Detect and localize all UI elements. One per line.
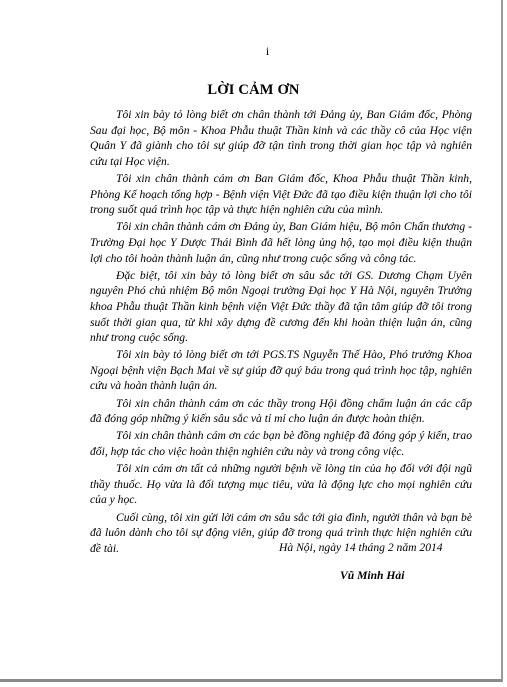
acknowledgement-body bbox=[90, 107, 472, 558]
page-number: i bbox=[265, 44, 270, 58]
paragraph-6: Tôi xin chân thành cám ơn các thầy trong Hội đồng chấm luận án các cấp đã đóng góp những ý kiến sâu sắc và tỉ mỉ cho luận án được hoàn thiện. bbox=[90, 396, 472, 426]
paragraph-8: Tôi xin cám ơn tất cả những người bệnh về lòng tin của họ đối với đội ngũ thầy thuốc. Họ vừa là đối tượng mục tiêu, vừa là động lực cho mọi nghiên cứu của y học. bbox=[90, 462, 472, 507]
page-title: LỜI CẢM ƠN bbox=[207, 82, 300, 98]
paragraph-5: Tôi xin bày tỏ lòng biết ơn tới PGS.TS Nguyễn Thế Hào, Phó trưởng Khoa Ngoại bệnh viện Bạch Mai về sự giúp đỡ quý báu trong quá trình học tập, nghiên cứu và hoàn thành luận án. bbox=[90, 348, 472, 393]
date-line: Hà Nội, ngày 14 tháng 2 năm 2014 bbox=[279, 541, 443, 554]
paragraph-7: Tôi xin chân thành cám ơn các bạn bè đồng nghiệp đã đóng góp ý kiến, trao đổi, hợp tác cho việc hoàn thiện nghiên cứu này và trong công việc. bbox=[90, 429, 472, 459]
paragraph-4: Đặc biệt, tôi xin bày tỏ lòng biết ơn sâu sắc tới GS. Dương Chạm Uyên nguyên Phó chủ nhiệm Bộ môn Ngoại trường Đại học Y Hà Nội, nguyên Trưởng khoa Phẫu thuật Thần kinh bệnh viện Việt Đức thầy đã tận tâm giúp đỡ tôi trong suốt thời gian qua, từ khi xây dựng đề cương đến khi hoàn thiện luận án, cũng như trong cuộc sống. bbox=[90, 268, 472, 345]
paragraph-2: Tôi xin chân thành cám ơn Ban Giám đốc, Khoa Phẫu thuật Thần kinh, Phòng Kế hoạch tổng hợp - Bệnh viện Việt Đức đã tạo điều kiện thuận lợi cho tôi trong suốt quá trình học tập và thực hiện nghiên cứu của mình. bbox=[90, 171, 472, 217]
paragraph-9: Cuối cùng, tôi xin gửi lời cám ơn sâu sắc tới gia đình, người thân và bạn bè đã luôn dành cho tôi sự động viên, giúp đỡ trong quá trình thực hiện nghiên cứu đề tài. bbox=[90, 510, 472, 555]
author-signature: Vũ Minh Hải bbox=[340, 569, 405, 582]
paragraph-3: Tôi xin chân thành cám ơn Đảng ủy, Ban Giám hiệu, Bộ môn Chấn thương - Trường Đại học Y Dược Thái Bình đã hết lòng ủng hộ, tạo mọi điều kiện thuận lợi cho tôi hoàn thành luận án, cũng như trong cuộc sống và công tác. bbox=[90, 220, 472, 265]
paragraph-1: Tôi xin bày tỏ lòng biết ơn chân thành tới Đảng ủy, Ban Giám đốc, Phòng Sau đại học, Bộ môn - Khoa Phẫu thuật Thần kinh và các thầy cô của Học viện Quân Y đã giành cho tôi sự giúp đỡ tận tình trong thời gian học tập và nghiên cứu tại Học viện. bbox=[90, 108, 472, 168]
